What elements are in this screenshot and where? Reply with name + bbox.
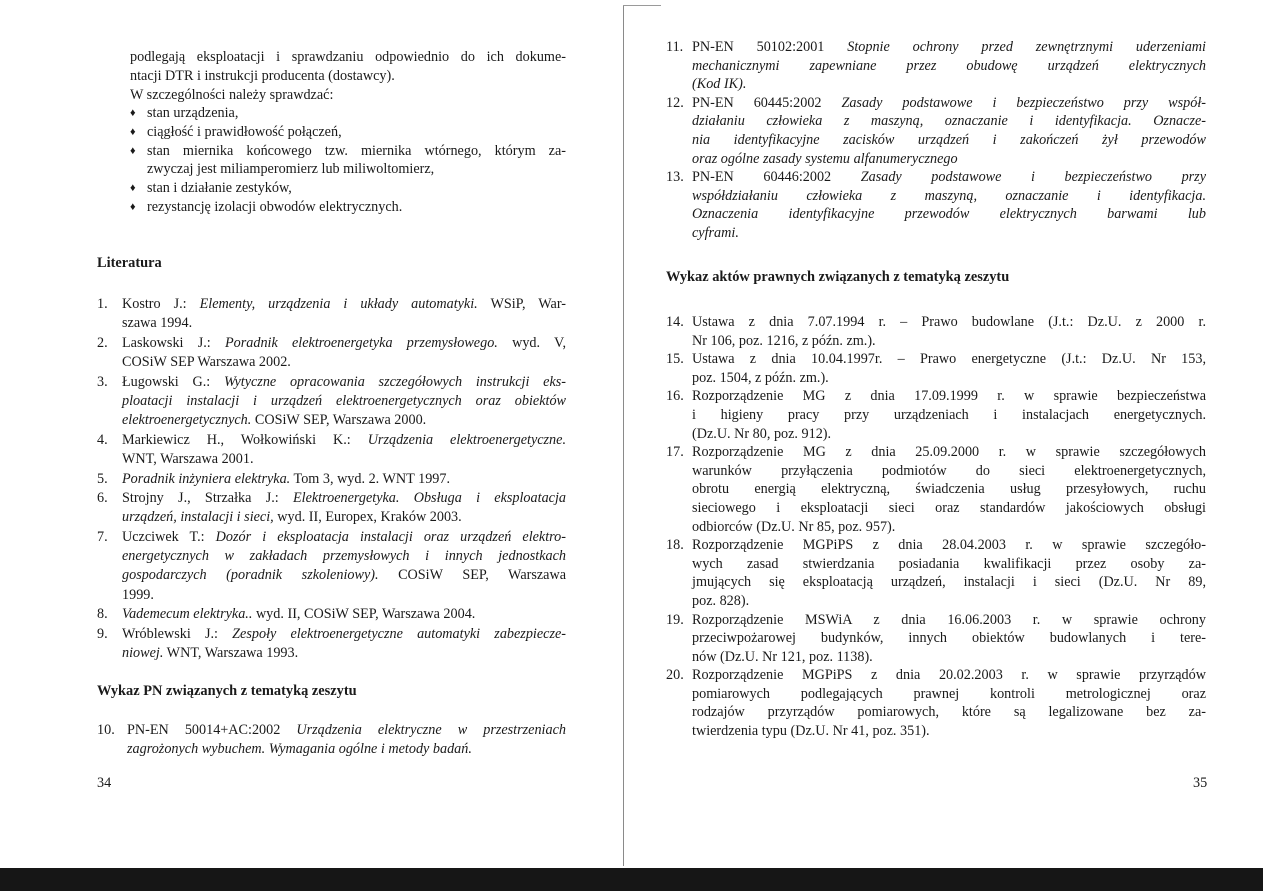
text-line: [692, 168, 1206, 187]
list-item: [97, 334, 566, 373]
text: wyd. V,: [497, 334, 567, 351]
text-line: [692, 187, 1206, 206]
list-item: [666, 38, 1206, 94]
text: Laskowski J.:: [122, 334, 225, 351]
text-line: [692, 592, 1206, 611]
item-number: 15.: [666, 351, 684, 368]
text-line: [130, 67, 566, 86]
text-line: [692, 685, 1206, 704]
text: Markiewicz H., Wołkowiński K.:: [122, 431, 368, 448]
diamond-bullet-icon: ♦: [130, 200, 136, 213]
text-line: [122, 450, 566, 469]
text-line: [692, 94, 1206, 113]
text-line: [692, 313, 1206, 332]
italic-text: oraz ogólne zasady systemu alfanumerycznego: [692, 150, 958, 167]
text: COSiW SEP Warszawa 2002.: [122, 354, 291, 371]
text-line: [692, 112, 1206, 131]
text-line: [692, 722, 1206, 741]
text: wych zasad stwierdzania posiadania kwalifikacji przez osoby za-: [692, 555, 1206, 572]
item-number: 8.: [97, 606, 108, 623]
text: nów (Dz.U. Nr 121, poz. 1138).: [692, 648, 873, 665]
pn-list-left: [97, 721, 566, 759]
text-line: [692, 406, 1206, 425]
text-line: [130, 48, 566, 67]
italic-text: (Kod IK).: [692, 76, 747, 93]
italic-text: Urządzenia elektryczne w przestrzeniach: [296, 722, 566, 738]
text: ciągłość i prawidłowość połączeń,: [147, 123, 342, 140]
text: 1999.: [122, 586, 154, 603]
text-line: [692, 443, 1206, 462]
list-item: [97, 295, 566, 334]
text-line: [122, 605, 566, 624]
text-line: [130, 86, 566, 105]
list-item: [666, 94, 1206, 168]
italic-text: urządzeń, instalacji i sieci,: [122, 509, 274, 526]
text-line: [692, 666, 1206, 685]
text-line: [122, 625, 566, 644]
text: COSiW SEP, Warszawa 2000.: [251, 412, 427, 429]
italic-text: niowej.: [122, 645, 164, 662]
list-item: [666, 611, 1206, 667]
text-line: [692, 518, 1206, 537]
text: PN-EN 60445:2002: [692, 94, 842, 111]
diamond-bullet-icon: ♦: [130, 107, 136, 119]
bullet-item: [130, 123, 566, 142]
literature-heading: Literatura: [97, 255, 162, 271]
text: Rozporządzenie MGPiPS z dnia 28.04.2003 r. w sprawie szczegóło-: [692, 537, 1206, 554]
text: twierdzenia typu (Dz.U. Nr 41, poz. 351).: [692, 723, 930, 740]
italic-text: zagrożonych wybuchem. Wymagania ogólne i metody badań.: [127, 741, 472, 757]
text: WNT, Warszawa 1993.: [163, 645, 299, 662]
text-line: [122, 470, 566, 489]
list-item: [97, 373, 566, 431]
text: WNT, Warszawa 2001.: [122, 451, 254, 468]
text-line: [122, 508, 566, 527]
text: PN-EN 50102:2001: [692, 39, 848, 55]
text: stan miernika końcowego tzw. miernika wtórnego, którym za-: [147, 142, 566, 159]
text-line: [122, 373, 566, 392]
text: Wróblewski J.:: [122, 625, 233, 642]
text: Kostro J.:: [122, 296, 200, 312]
text-line: [122, 314, 566, 333]
text: poz. 828).: [692, 592, 750, 609]
text-line: [692, 499, 1206, 518]
page-number-right: 35: [1193, 775, 1208, 791]
item-number: 4.: [97, 431, 108, 448]
text-line: [692, 57, 1206, 76]
text-line: [692, 703, 1206, 722]
text-line: [692, 480, 1206, 499]
item-number: 3.: [97, 373, 108, 390]
book-spine-top-edge: [623, 5, 661, 6]
item-number: 5.: [97, 470, 108, 487]
italic-text: Urządzenia elektroenergetyczne.: [367, 431, 566, 448]
item-number: 19.: [666, 611, 684, 628]
text-line: [147, 179, 566, 198]
item-number: 2.: [97, 334, 108, 351]
italic-text: Zasady podstawowe i bezpieczeństwo przy współ-: [841, 94, 1206, 111]
italic-text: Vademecum elektryka..: [122, 606, 253, 623]
italic-text: działaniu człowieka z maszyną, oznaczanie i identyfikacja. Oznacze-: [692, 113, 1206, 130]
list-item: [97, 470, 566, 489]
item-number: 17.: [666, 444, 684, 461]
text: odbiorców (Dz.U. Nr 85, poz. 957).: [692, 518, 896, 535]
item-number: 9.: [97, 625, 108, 642]
intro-paragraph: [130, 48, 566, 104]
item-number: 13.: [666, 169, 684, 186]
diamond-bullet-icon: ♦: [130, 125, 136, 138]
text-line: [692, 629, 1206, 648]
italic-text: Dozór i eksploatacja instalacji oraz urządzeń elektro-: [215, 528, 566, 545]
item-number: 10.: [97, 722, 115, 738]
text: szawa 1994.: [122, 315, 193, 332]
item-number: 7.: [97, 528, 108, 545]
text-line: [122, 547, 566, 566]
italic-text: współdziałaniu człowieka z maszyną, oznaczanie i identyfikacja.: [692, 187, 1206, 204]
italic-text: Elektroenergetyka. Obsługa i eksploatacja: [292, 489, 566, 506]
italic-text: Stopnie ochrony przed zewnętrznymi uderzeniami: [847, 39, 1206, 55]
diamond-bullet-icon: ♦: [130, 144, 136, 157]
text-line: [122, 586, 566, 605]
page-number-left: 34: [97, 775, 112, 791]
text: podlegają eksploatacji i sprawdzaniu odpowiednio do ich dokume-: [130, 49, 566, 65]
text-line: [692, 611, 1206, 630]
item-number: 16.: [666, 388, 684, 405]
italic-text: elektroenergetycznych.: [122, 412, 252, 429]
check-list: [130, 104, 566, 217]
text-line: [692, 224, 1206, 243]
list-item: [666, 666, 1206, 740]
text: Uczciwek T.:: [122, 528, 216, 545]
text: PN-EN 50014+AC:2002: [127, 722, 297, 738]
text-line: [692, 75, 1206, 94]
text: i higieny pracy przy urządzeniach i instalacjach energetycznych.: [692, 406, 1206, 423]
text: rodzajów przyrządów pomiarowych, które są legalizowane bez za-: [692, 704, 1206, 721]
text-line: [692, 350, 1206, 369]
text: Rozporządzenie MG z dnia 17.09.1999 r. w sprawie bezpieczeństwa: [692, 388, 1206, 405]
text-line: [692, 150, 1206, 169]
text-line: [147, 160, 566, 179]
text-line: [692, 38, 1206, 57]
bullet-item: [130, 198, 566, 217]
text-line: [127, 740, 566, 759]
text: COSiW SEP, Warszawa: [378, 567, 566, 584]
italic-text: ploatacji instalacji i urządzeń elektroenergetycznych oraz obiektów: [122, 392, 566, 409]
text: stan urządzenia,: [147, 105, 239, 121]
text: sieciowego i eksploatacji sieci oraz standardów jakościowych obsługi: [692, 499, 1206, 516]
pn-heading: Wykaz PN związanych z tematyką zeszytu: [97, 683, 357, 699]
list-item: [666, 536, 1206, 610]
list-item: [97, 605, 566, 624]
text: pomiarowych podlegających prawnej kontroli metrologicznej oraz: [692, 685, 1206, 702]
text: jmujących się eksploatacją urządzeń, instalacji i sieci (Dz.U. Nr 89,: [692, 574, 1206, 591]
text-line: [147, 142, 566, 161]
scan-bottom-border: [0, 868, 1263, 891]
text-line: [692, 205, 1206, 224]
text: Nr 106, poz. 1216, z późn. zm.).: [692, 332, 876, 349]
text: Ustawa z dnia 10.04.1997r. – Prawo energetyczne (J.t.: Dz.U. Nr 153,: [692, 351, 1206, 368]
text-line: [692, 536, 1206, 555]
text: ntacji DTR i instrukcji producenta (dostawcy).: [130, 67, 395, 84]
italic-text: Wytyczne opracowania szczegółowych instrukcji eks-: [223, 373, 566, 390]
text-line: [122, 528, 566, 547]
text: Strojny J., Strzałka J.:: [122, 489, 293, 506]
text-line: [692, 369, 1206, 388]
text-line: [692, 573, 1206, 592]
item-number: 6.: [97, 489, 108, 506]
italic-text: gospodarczych (poradnik szkoleniowy).: [122, 567, 379, 584]
item-number: 11.: [666, 39, 684, 55]
italic-text: cyframi.: [692, 224, 739, 241]
bullet-item: [130, 104, 566, 123]
text-line: [692, 555, 1206, 574]
italic-text: Zasady podstawowe i bezpieczeństwo przy: [860, 169, 1207, 186]
list-item: [666, 168, 1206, 242]
legal-acts-list: [666, 313, 1206, 741]
bullet-item: [130, 142, 566, 180]
text: warunków przyłączenia podmiotów do sieci elektroenergetycznych,: [692, 462, 1206, 479]
italic-text: mechanicznymi zapewniane przez obudowę urządzeń elektrycznych: [692, 57, 1206, 74]
item-number: 1.: [97, 296, 108, 312]
italic-text: Elementy, urządzenia i układy automatyki.: [199, 296, 478, 312]
pn-list-right: [666, 38, 1206, 243]
text: Tom 3, wyd. 2. WNT 1997.: [290, 470, 451, 487]
text-line: [692, 131, 1206, 150]
text: rezystancję izolacji obwodów elektrycznych.: [147, 198, 403, 215]
text-line: [127, 721, 566, 740]
text: W szczególności należy sprawdzać:: [130, 86, 334, 103]
text-line: [122, 295, 566, 314]
list-item: [97, 721, 566, 759]
bullet-item: [130, 179, 566, 198]
text: PN-EN 60446:2002: [692, 169, 861, 186]
diamond-bullet-icon: ♦: [130, 182, 136, 194]
text: (Dz.U. Nr 80, poz. 912).: [692, 425, 832, 442]
italic-text: Zespoły elektroenergetyczne automatyki zabezpiecze-: [232, 625, 566, 642]
italic-text: Poradnik elektroenergetyka przemysłowego.: [224, 334, 498, 351]
text-line: [122, 644, 566, 663]
list-item: [97, 625, 566, 664]
text: Rozporządzenie MG z dnia 25.09.2000 r. w sprawie szczegółowych: [692, 444, 1206, 461]
italic-text: nia identyfikacyjne zacisków urządzeń i zakończeń żył przewodów: [692, 131, 1206, 148]
item-number: 18.: [666, 537, 684, 554]
text-line: [692, 332, 1206, 351]
text: obrotu energią elektryczną, świadczenia usług przesyłowych, ruchu: [692, 481, 1206, 498]
text: zwyczaj jest miliamperomierz lub miliwoltomierz,: [147, 161, 435, 178]
text: przeciwpożarowej budynków, innych obiektów budowlanych i tere-: [692, 630, 1206, 647]
list-item: [97, 431, 566, 470]
text: Rozporządzenie MGPiPS z dnia 20.02.2003 r. w sprawie przyrządów: [692, 667, 1206, 684]
text: wyd. II, Europex, Kraków 2003.: [273, 509, 462, 526]
text: Ługowski G.:: [122, 373, 224, 390]
text-line: [147, 104, 566, 123]
text-line: [122, 334, 566, 353]
acts-heading: Wykaz aktów prawnych związanych z tematyką zeszytu: [666, 269, 1010, 285]
text-line: [122, 431, 566, 450]
text-line: [147, 198, 566, 217]
italic-text: energetycznych w zakładach przemysłowych i innych jednostkach: [122, 548, 566, 565]
literature-list: [97, 295, 566, 663]
list-item: [97, 489, 566, 528]
text-line: [122, 392, 566, 411]
text: WSiP, War-: [477, 296, 566, 312]
text: Rozporządzenie MSWiA z dnia 16.06.2003 r. w sprawie ochrony: [692, 611, 1206, 628]
list-item: [666, 350, 1206, 387]
book-spine-line: [623, 6, 624, 866]
text-line: [122, 353, 566, 372]
list-item: [97, 528, 566, 606]
text: poz. 1504, z późn. zm.).: [692, 369, 829, 386]
list-item: [666, 443, 1206, 536]
text-line: [692, 387, 1206, 406]
text: wyd. II, COSiW SEP, Warszawa 2004.: [252, 606, 476, 623]
text-line: [122, 411, 566, 430]
italic-text: Poradnik inżyniera elektryka.: [122, 470, 291, 487]
text: Ustawa z dnia 7.07.1994 r. – Prawo budowlane (J.t.: Dz.U. z 2000 r.: [692, 314, 1206, 330]
text-line: [122, 489, 566, 508]
item-number: 12.: [666, 94, 684, 111]
text-line: [122, 566, 566, 585]
list-item: [666, 387, 1206, 443]
text-line: [692, 462, 1206, 481]
italic-text: Oznaczenia identyfikacyjne przewodów elektrycznych barwami lub: [692, 206, 1206, 223]
text-line: [692, 425, 1206, 444]
list-item: [666, 313, 1206, 350]
text: stan i działanie zestyków,: [147, 180, 292, 196]
text-line: [147, 123, 566, 142]
text-line: [692, 648, 1206, 667]
item-number: 20.: [666, 667, 684, 684]
item-number: 14.: [666, 314, 684, 330]
